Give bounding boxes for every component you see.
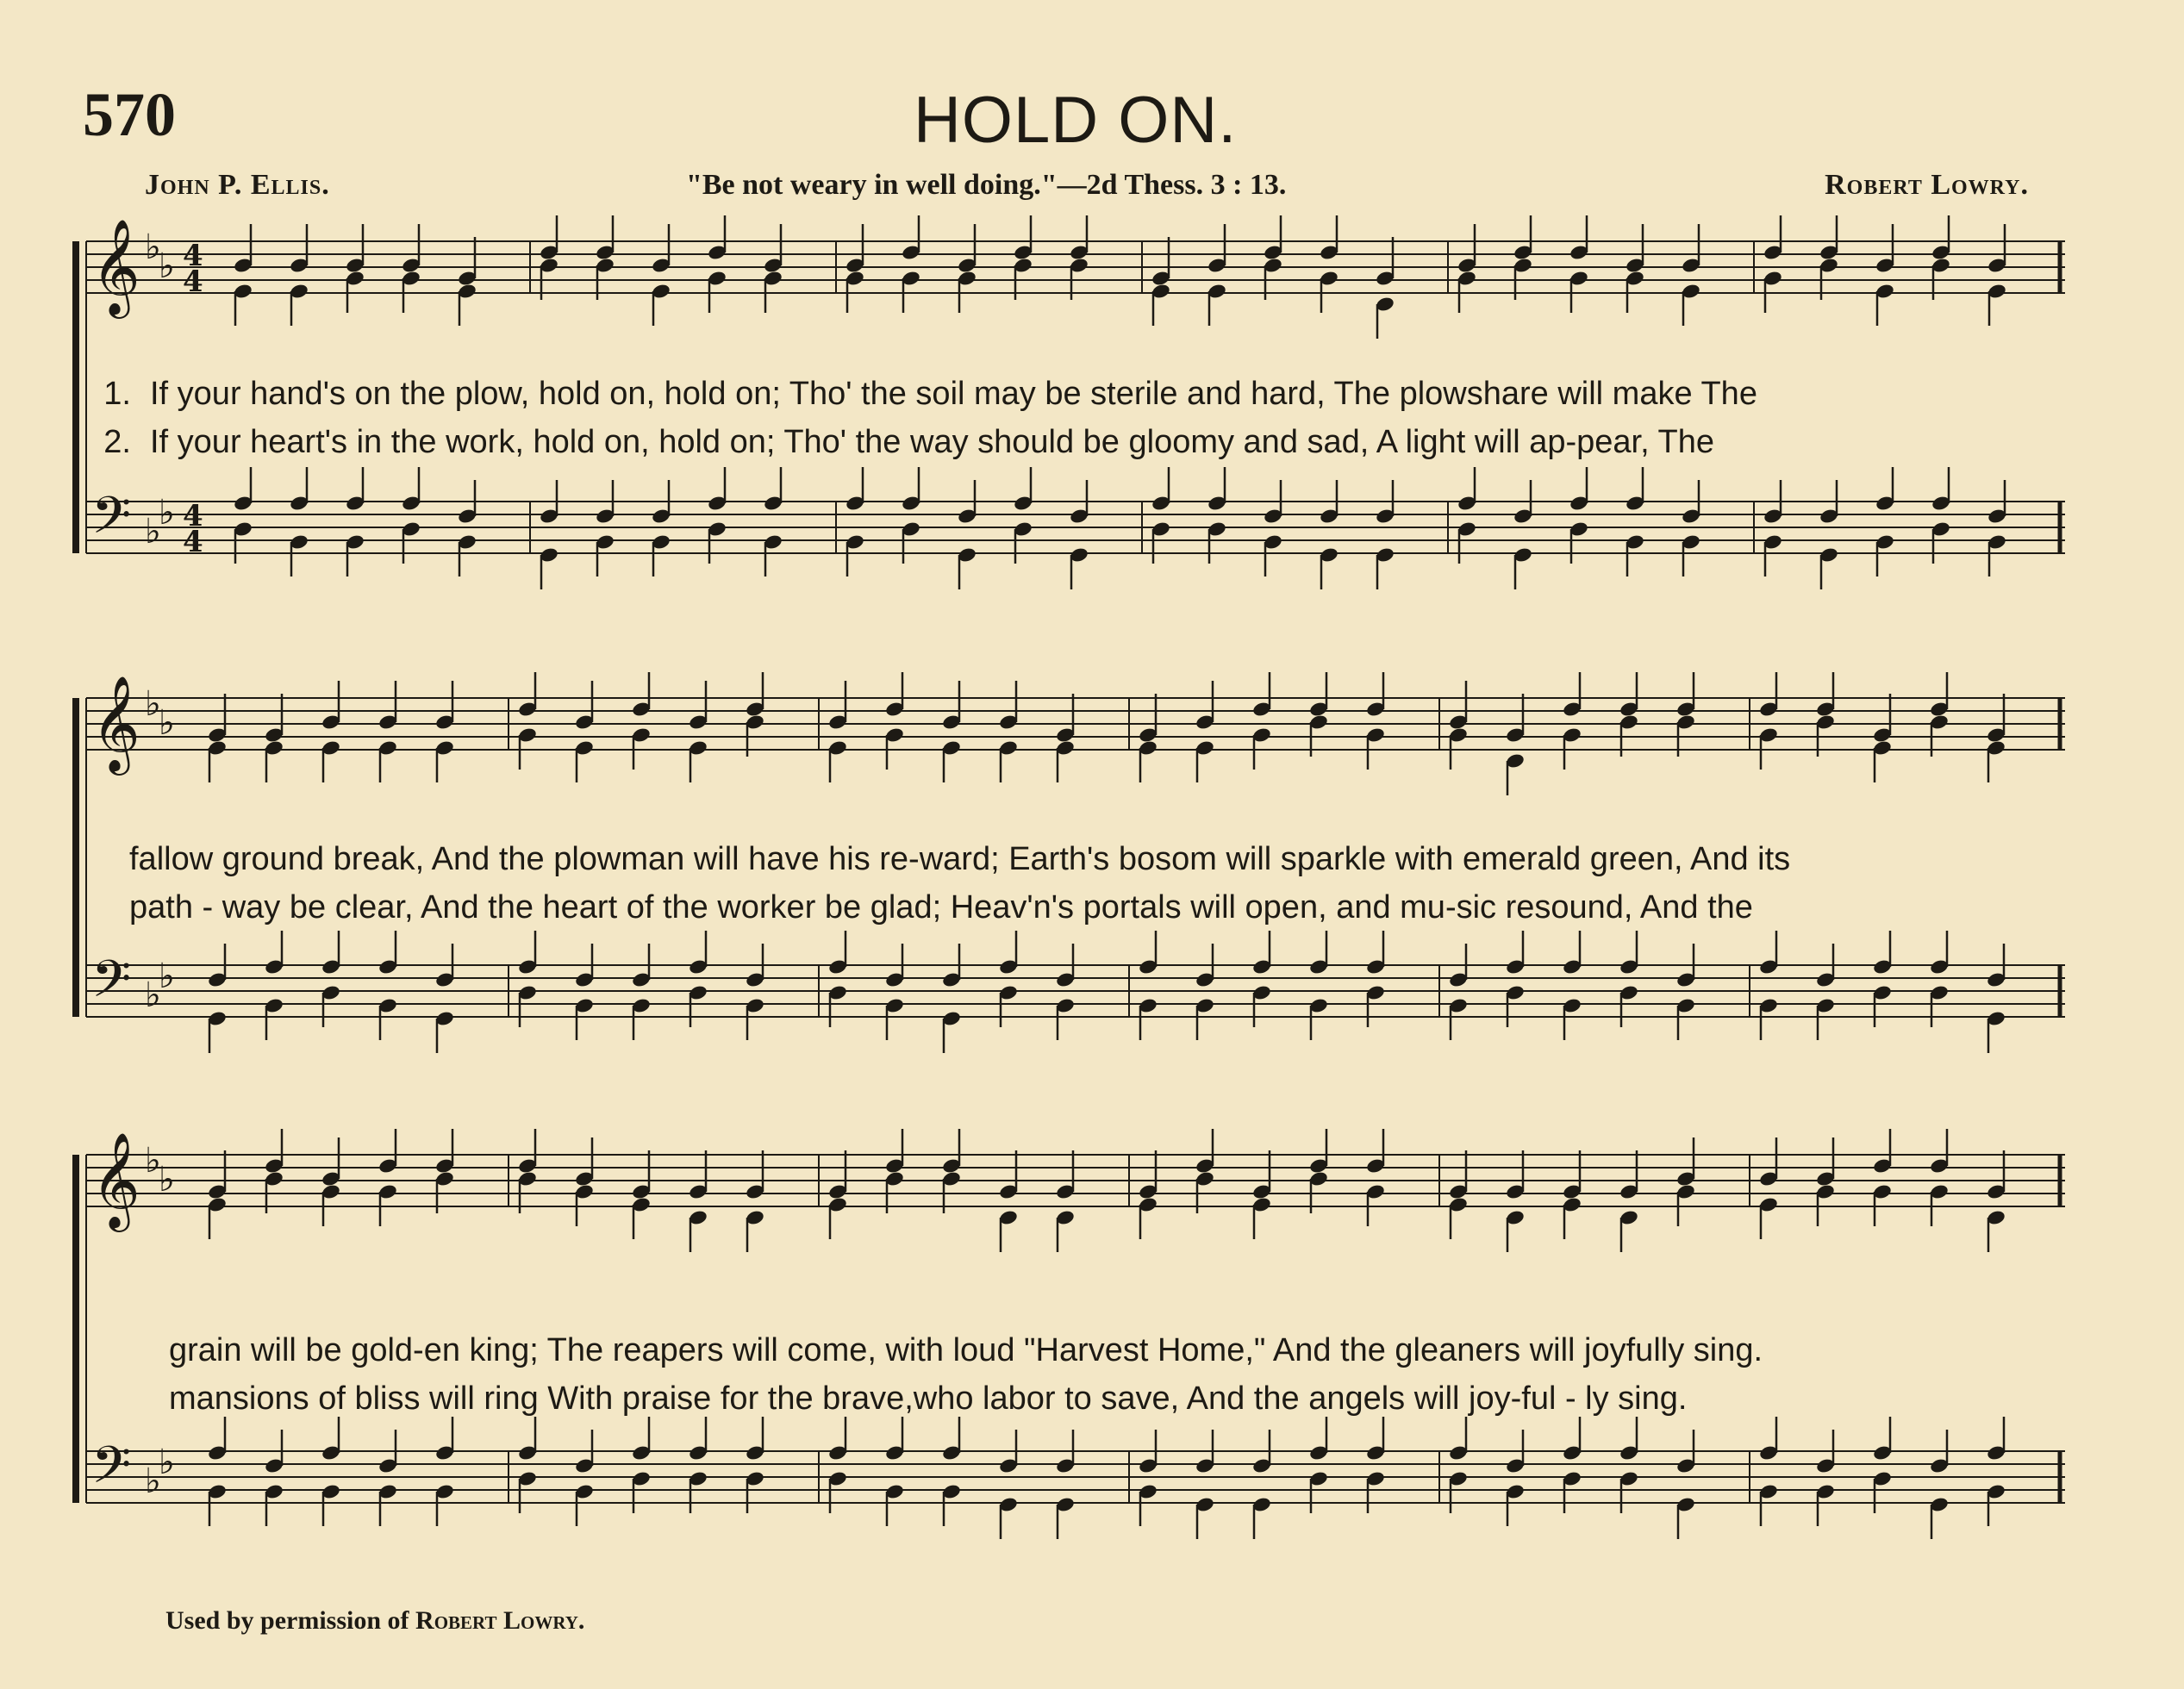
- key-signature-flat: ♭: [159, 957, 175, 996]
- key-signature-flat: ♭: [159, 246, 175, 286]
- permission-name: Robert Lowry.: [415, 1606, 585, 1635]
- lyric-line-verse-2: [169, 1380, 1687, 1422]
- permission-prefix: Used by permission of: [165, 1606, 409, 1635]
- key-signature-flat: ♭: [159, 1443, 175, 1482]
- key-signature-flat: ♭: [145, 684, 161, 724]
- key-signature-flat: ♭: [145, 975, 161, 1015]
- score-system-2: [69, 672, 2069, 1103]
- lyric-line-verse-1: [169, 1332, 1763, 1374]
- key-signature-flat: ♭: [145, 1462, 161, 1501]
- lyric-line-verse-2: [129, 889, 1753, 931]
- composer-credit: Robert Lowry.: [1825, 169, 2029, 201]
- treble-clef: 𝄞: [91, 1131, 140, 1228]
- lyricist-credit: John P. Ellis.: [145, 169, 330, 201]
- lyric-text: grain will be gold-en king; The reapers will come, with loud "Harvest Home," And the gleaners will joyfully sing.: [169, 1332, 1763, 1368]
- hymn-title: HOLD ON.: [914, 84, 1238, 157]
- time-signature-bottom: 4: [183, 525, 203, 559]
- key-signature-flat: ♭: [159, 1160, 175, 1200]
- music-system-1: [69, 215, 2069, 655]
- bass-clef: 𝄢: [91, 1435, 132, 1507]
- time-signature-bottom: 4: [183, 265, 203, 299]
- lyric-line-verse-1: [129, 841, 1790, 882]
- key-signature-flat: ♭: [145, 1141, 161, 1181]
- time-signature-top: 4: [183, 499, 203, 533]
- key-signature-flat: ♭: [159, 703, 175, 743]
- lyric-text: mansions of bliss will ring With praise for the brave,who labor to save, And the angels will joy-ful - ly sing.: [169, 1380, 1688, 1417]
- scripture-epigraph: "Be not weary in well doing."—2d Thess. 3 : 13.: [686, 169, 1287, 201]
- key-signature-flat: ♭: [159, 493, 175, 533]
- lyric-text: If your hand's on the plow, hold on, hold on; Tho' the soil may be sterile and hard, The plowshare will make The: [150, 376, 1757, 412]
- treble-clef: 𝄞: [91, 675, 140, 771]
- permission-note: [165, 1606, 584, 1636]
- lyric-line-verse-1: [69, 376, 1757, 417]
- page-number: 570: [83, 80, 176, 149]
- music-system-2: [69, 672, 2069, 1103]
- lyric-text: If your heart's in the work, hold on, hold on; Tho' the way should be gloomy and sad, A light will ap-pear, The: [150, 424, 1714, 460]
- music-system-3: [69, 1129, 2069, 1586]
- lyric-text: path - way be clear, And the heart of the worker be glad; Heav'n's portals will open, and mu-sic resound, And the: [129, 889, 1753, 926]
- treble-clef: 𝄞: [91, 218, 140, 315]
- time-signature-top: 4: [183, 239, 203, 273]
- lyric-line-verse-2: [69, 424, 1714, 465]
- verse-number: 1.: [103, 376, 131, 412]
- verse-number: 2.: [103, 424, 131, 460]
- bass-clef: 𝄢: [91, 485, 132, 558]
- bass-clef: 𝄢: [91, 949, 132, 1021]
- lyric-text: fallow ground break, And the plowman will have his re-ward; Earth's bosom will sparkle with emerald green, And its: [129, 841, 1791, 877]
- key-signature-flat: ♭: [145, 227, 161, 267]
- key-signature-flat: ♭: [145, 512, 161, 552]
